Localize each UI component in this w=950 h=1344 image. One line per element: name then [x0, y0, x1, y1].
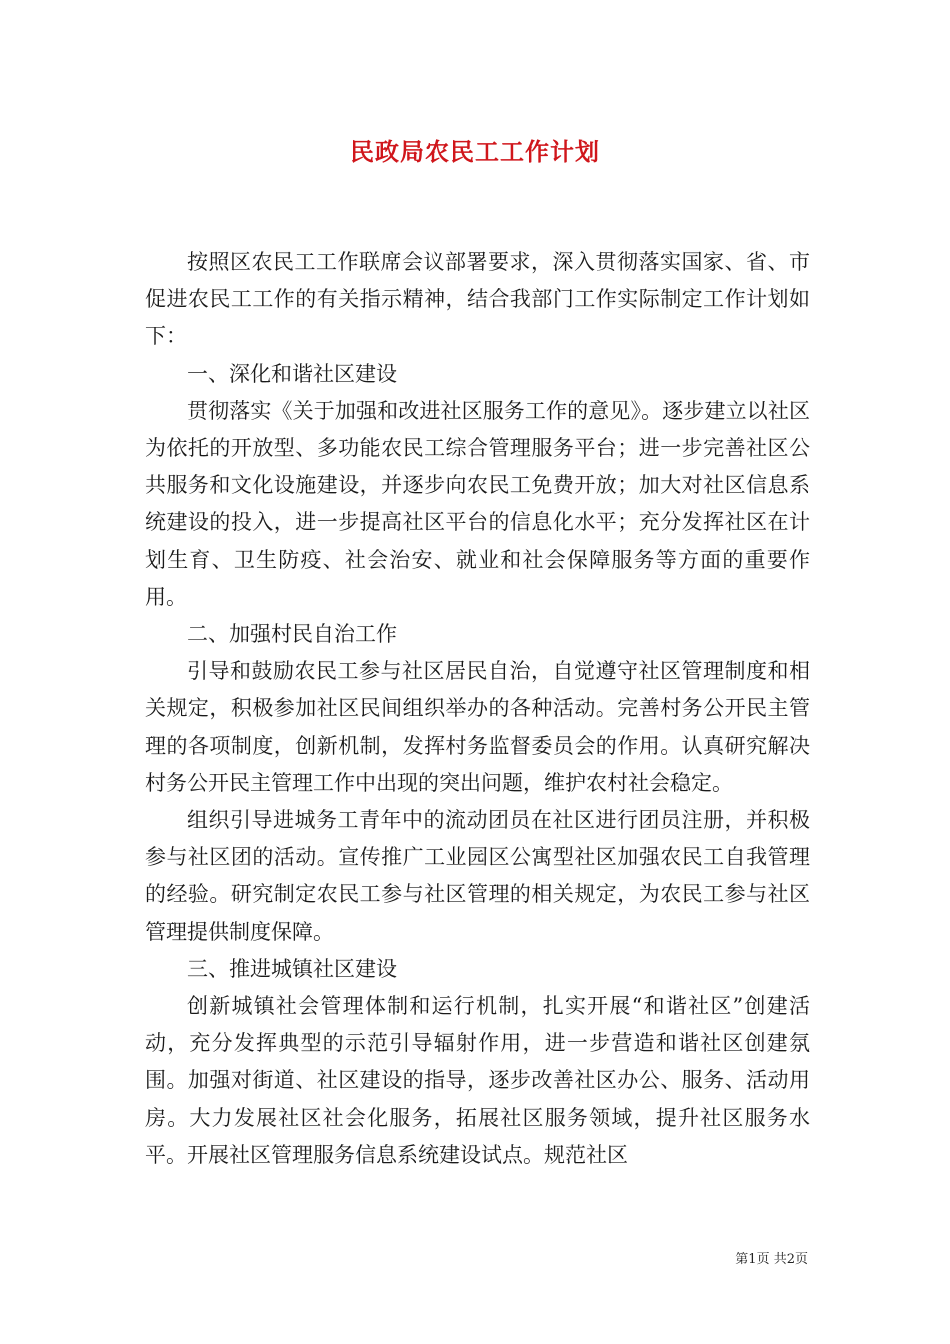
section-1-paragraph: 贯彻落实《关于加强和改进社区服务工作的意见》。逐步建立以社区为依托的开放型、多功能农民工综合管理服务平台；进一步完善社区公共服务和文化设施建设，并逐步向农民工免费开放；加大对社区信息系统建设的投入，进一步提高社区平台的信息化水平；充分发挥社区在计划生育、卫生防疫、社会治安、就业和社会保障服务等方面的重要作用。	[145, 398, 810, 609]
section-heading-1: 一、深化和谐社区建设	[187, 361, 397, 386]
current-page-number: 1	[748, 1252, 757, 1267]
intro-paragraph: 按照区农民工工作联席会议部署要求，深入贯彻落实国家、省、市促进农民工工作的有关指示精神，结合我部门工作实际制定工作计划如下：	[145, 250, 810, 349]
page-number-footer	[0, 1248, 808, 1267]
page-prefix: 第	[735, 1252, 749, 1267]
page-middle: 页 共	[756, 1252, 787, 1267]
total-pages-number: 2	[786, 1252, 795, 1267]
section-3-paragraph: 创新城镇社会管理体制和运行机制，扎实开展“和谐社区”创建活动，充分发挥典型的示范引导辐射作用，进一步营造和谐社区创建氛围。加强对街道、社区建设的指导，逐步改善社区办公、服务、活动用房。大力发展社区社会化服务，拓展社区服务领域，提升社区服务水平。开展社区管理服务信息系统建设试点。规范社区	[145, 994, 810, 1167]
section-heading-2: 二、加强村民自治工作	[187, 622, 397, 647]
document-title: 民政局农民工工作计划	[350, 137, 600, 166]
section-2-paragraph-1: 引导和鼓励农民工参与社区居民自治，自觉遵守社区管理制度和相关规定，积极参加社区民间组织举办的各种活动。完善村务公开民主管理的各项制度，创新机制，发挥村务监督委员会的作用。认真研究解决村务公开民主管理工作中出现的突出问题，维护农村社会稳定。	[145, 659, 810, 795]
section-2-paragraph-2: 组织引导进城务工青年中的流动团员在社区进行团员注册，并积极参与社区团的活动。宣传推广工业园区公寓型社区加强农民工自我管理的经验。研究制定农民工参与社区管理的相关规定，为农民工参与社区管理提供制度保障。	[145, 808, 810, 944]
document-body	[145, 244, 810, 1174]
section-heading-3: 三、推进城镇社区建设	[187, 956, 397, 981]
page-suffix: 页	[794, 1252, 808, 1267]
